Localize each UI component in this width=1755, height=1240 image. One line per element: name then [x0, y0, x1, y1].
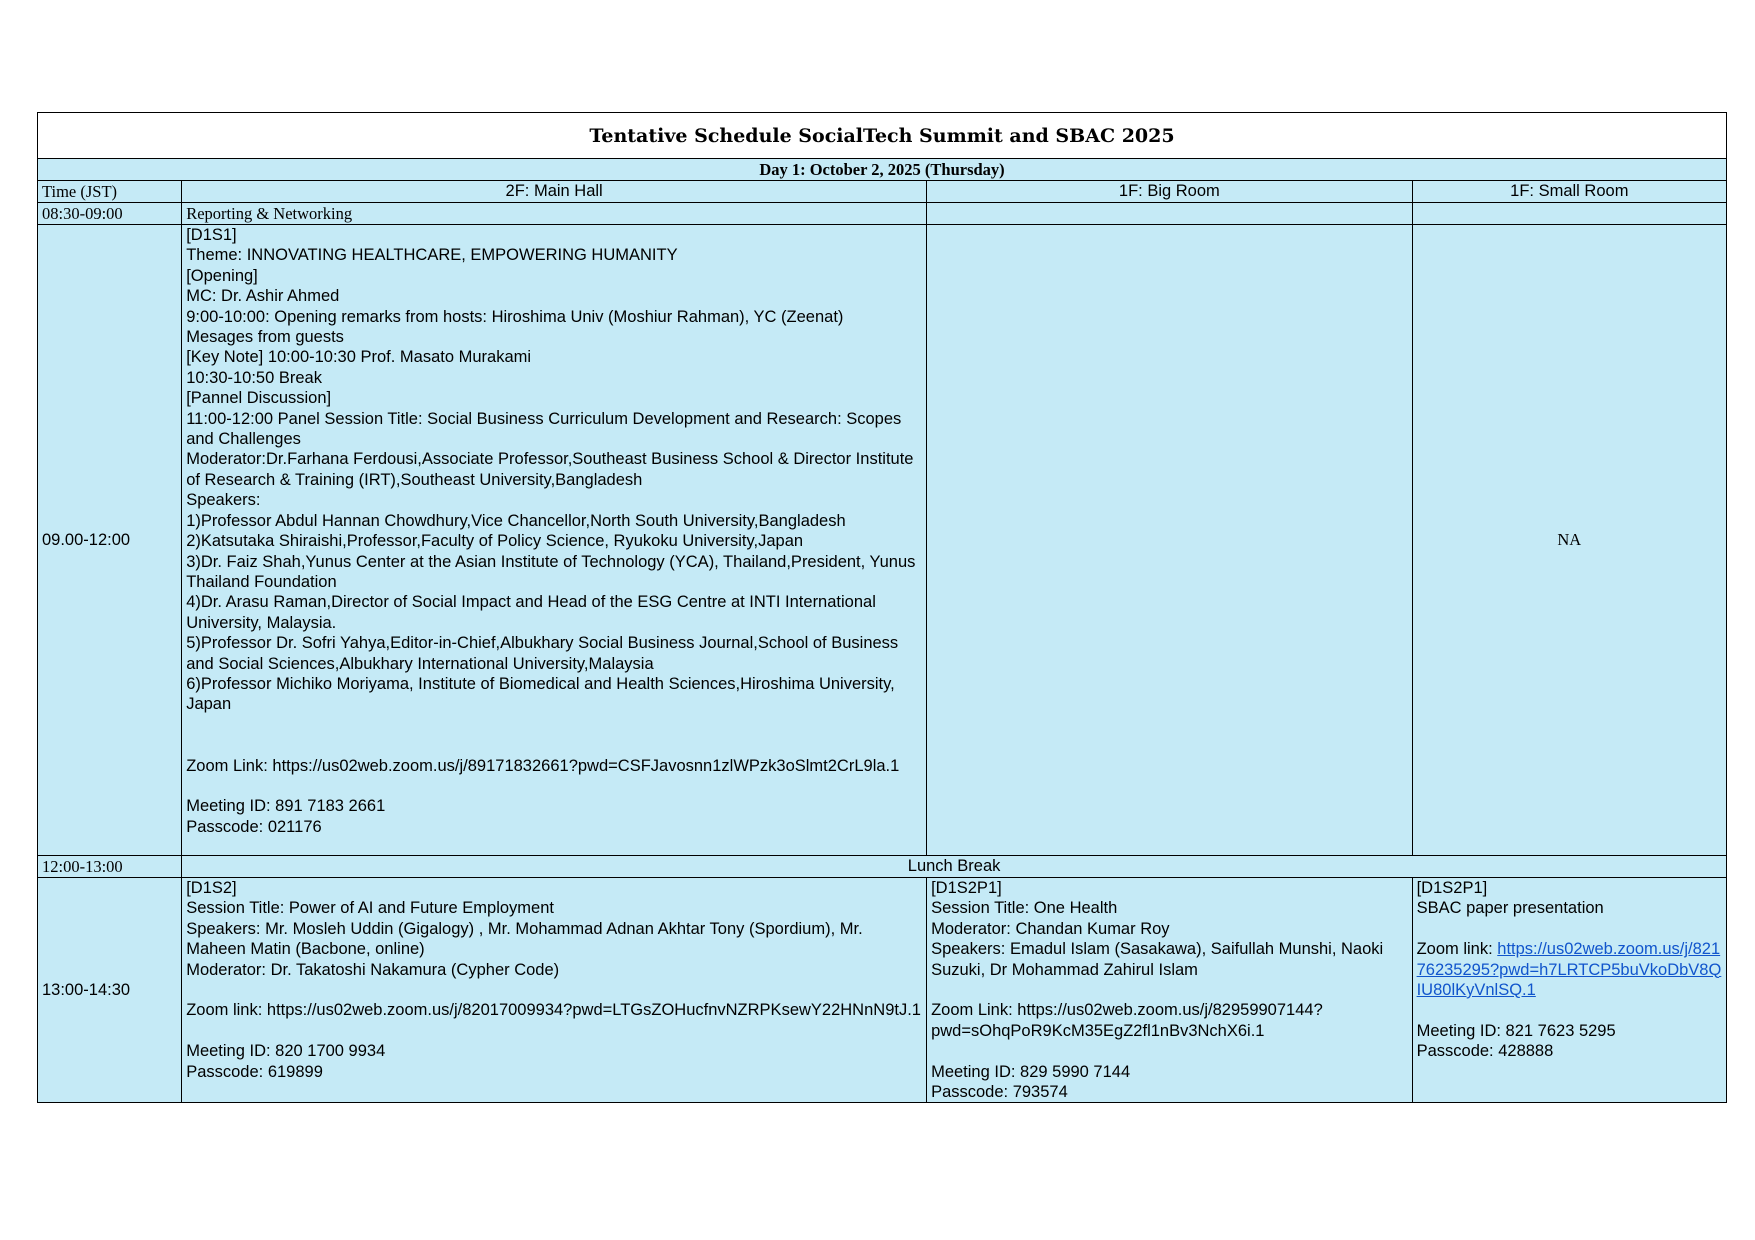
session-d1s1-text: [D1S1] Theme: INNOVATING HEALTHCARE, EMPOWERING HUMANITY [Opening] MC: Dr. Ashir Ahmed 9:00-10:00: Opening remarks from hosts: Hiroshima Univ (Moshiur Rahman), YC (Zeenat) Mesages from guests [Key Note] 10:00-10:30 Prof. Masato Murakami 10:30-10:50 Break [Pannel Discussion] 11:00-12:00 Panel Session Title: Social Business Curriculum Development and Research: Scopes and Challenges Moderator:Dr.Farhana Ferdousi,Associate Professor,Southeast Business School & Director Institute of Research & Training (IRT),Southeast University,Bangladesh Speakers: 1)Professor Abdul Hannan Chowdhury,Vice Chancellor,North South University,Bangladesh 2)Katsutaka Shiraishi,Professor,Faculty of Policy Science, Ryukoku University,Japan 3)Dr. Faiz Shah,Yunus Center at the Asian Institute of Technology (YCA), Thailand,President, Yunus Thailand Foundation 4)Dr. Arasu Raman,Director of Social Impact and Head of the ESG Centre at INTI International University, Malaysia. 5)Professor Dr. Sofri Yahya,Editor-in-Chief,Albukhary Social Business Journal,School of Business and Social Sciences,Albukhary International University,Malaysia 6)Professor Michiko Moriyama, Institute of Biomedical and Health Sciences,Hiroshima University, Japan Zoom Link: https://us02web.zoom.us/j/89171832661?pwd=CSFJavosnn1zlWPzk3oSlmt2CrL9la.1 Meeting ID: 891 7183 2661 Passcode: 021176	[186, 226, 916, 836]
schedule-row-reporting	[38, 203, 1727, 225]
time-cell: 09.00-12:00	[38, 225, 182, 856]
small-room-session-tail: Meeting ID: 821 7623 5295 Passcode: 428888	[1416, 1021, 1616, 1061]
zoom-link[interactable]: https://us02web.zoom.us/j/82176235295?pwd=h7LRTCP5buVkoDbV8QIU80lKyVnlSQ.1	[1416, 940, 1722, 1000]
big-room-cell	[927, 203, 1413, 225]
lunch-break-cell: Lunch Break	[182, 856, 1727, 878]
small-room-session-text	[1417, 878, 1722, 1062]
schedule-row-morning	[38, 225, 1727, 856]
small-room-cell: NA	[1412, 225, 1726, 856]
column-header-row	[38, 181, 1727, 203]
header-time: Time (JST)	[38, 181, 182, 203]
main-hall-cell	[182, 225, 927, 856]
zoom-link-label: Zoom link:	[1416, 940, 1498, 959]
schedule-title: Tentative Schedule SocialTech Summit and SBAC 2025	[38, 113, 1727, 159]
session-d1s2p1-text: [D1S2P1] Session Title: One Health Moderator: Chandan Kumar Roy Speakers: Emadul Islam (Sasakawa), Saifullah Munshi, Naoki Suzuki, Dr Mohammad Zahirul Islam Zoom Link: https://us02web.zoom.us/j/82959907144?pwd=sOhqPoR9KcM35EgZ2fl1nBv3NchX6i.1 Meeting ID: 829 5990 7144 Passcode: 793574	[931, 879, 1384, 1102]
big-room-cell	[927, 878, 1413, 1103]
small-room-cell	[1412, 203, 1726, 225]
header-main-hall: 2F: Main Hall	[182, 181, 927, 203]
time-cell: 08:30-09:00	[38, 203, 182, 225]
big-room-cell	[927, 225, 1413, 856]
time-cell: 13:00-14:30	[38, 878, 182, 1103]
main-hall-cell	[182, 878, 927, 1103]
header-small-room: 1F: Small Room	[1412, 181, 1726, 203]
main-hall-cell: Reporting & Networking	[182, 203, 927, 225]
small-room-cell	[1412, 878, 1726, 1103]
schedule-row-lunch	[38, 856, 1727, 878]
schedule-table	[37, 112, 1727, 1103]
schedule-row-afternoon	[38, 878, 1727, 1103]
small-room-session-head: [D1S2P1] SBAC paper presentation	[1416, 879, 1604, 918]
header-big-room: 1F: Big Room	[927, 181, 1413, 203]
day-heading: Day 1: October 2, 2025 (Thursday)	[38, 159, 1727, 181]
time-cell: 12:00-13:00	[38, 856, 182, 878]
session-d1s2-text: [D1S2] Session Title: Power of AI and Future Employment Speakers: Mr. Mosleh Uddin (Gigalogy) , Mr. Mohammad Adnan Akhtar Tony (Spordium), Mr. Maheen Matin (Bacbone, online) Moderator: Dr. Takatoshi Nakamura (Cypher Code) Zoom link: https://us02web.zoom.us/j/82017009934?pwd=LTGsZOHucfnvNZRPKsewY22HNnN9tJ.1 Meeting ID: 820 1700 9934 Passcode: 619899	[186, 879, 921, 1081]
